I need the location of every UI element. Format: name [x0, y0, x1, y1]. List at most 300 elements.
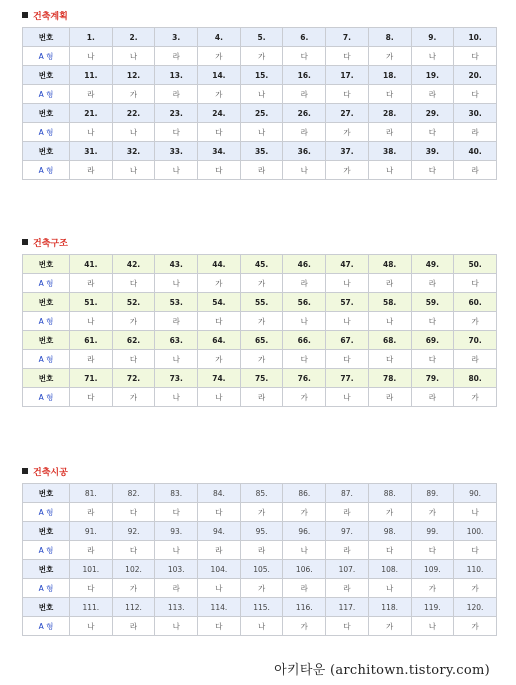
answer-cell: 라	[240, 161, 283, 180]
question-number-cell: 86.	[283, 484, 326, 503]
question-number-cell: 2.	[112, 28, 155, 47]
answer-cell: 라	[454, 350, 497, 369]
answer-cell: 라	[411, 388, 454, 407]
answer-cell: 라	[283, 274, 326, 293]
question-number-cell: 66.	[283, 331, 326, 350]
question-number-cell: 37.	[326, 142, 369, 161]
question-number-cell: 107.	[326, 560, 369, 579]
answer-row	[23, 617, 497, 636]
answer-cell: 라	[283, 85, 326, 104]
answer-cell: 가	[198, 350, 241, 369]
question-number-cell: 48.	[368, 255, 411, 274]
question-number-cell: 1.	[70, 28, 113, 47]
question-number-cell: 98.	[368, 522, 411, 541]
question-number-cell: 95.	[240, 522, 283, 541]
answer-cell: 다	[326, 350, 369, 369]
question-number-cell: 74.	[198, 369, 241, 388]
question-number-cell: 88.	[368, 484, 411, 503]
answer-cell: 다	[112, 503, 155, 522]
question-number-cell: 45.	[240, 255, 283, 274]
answer-table	[22, 254, 497, 407]
answer-cell: 라	[198, 541, 241, 560]
question-number-cell: 77.	[326, 369, 369, 388]
row-label-answer-type: A 형	[23, 503, 70, 522]
answer-cell: 나	[283, 541, 326, 560]
section-building-construction	[22, 464, 498, 636]
answer-row	[23, 503, 497, 522]
question-number-cell: 110.	[454, 560, 497, 579]
question-number-cell: 72.	[112, 369, 155, 388]
row-label-answer-type: A 형	[23, 541, 70, 560]
answer-cell: 라	[326, 541, 369, 560]
answer-cell: 다	[155, 503, 198, 522]
answer-cell: 가	[240, 274, 283, 293]
answer-cell: 나	[112, 161, 155, 180]
answer-cell: 나	[112, 47, 155, 66]
answer-cell: 가	[198, 274, 241, 293]
question-number-cell: 81.	[70, 484, 113, 503]
question-number-cell: 67.	[326, 331, 369, 350]
answer-cell: 나	[70, 123, 113, 142]
question-number-cell: 62.	[112, 331, 155, 350]
question-number-cell: 7.	[326, 28, 369, 47]
footer-credit: 아키타운 (architown.tistory.com)	[274, 663, 490, 678]
question-number-cell: 3.	[155, 28, 198, 47]
answer-cell: 다	[454, 85, 497, 104]
question-number-cell: 53.	[155, 293, 198, 312]
question-number-cell: 87.	[326, 484, 369, 503]
section-title: 건축구조	[22, 235, 498, 249]
answer-cell: 다	[411, 312, 454, 331]
question-number-cell: 35.	[240, 142, 283, 161]
row-label-number: 번호	[23, 560, 70, 579]
number-row	[23, 293, 497, 312]
question-number-cell: 8.	[368, 28, 411, 47]
answer-table	[22, 483, 497, 636]
answer-cell: 다	[112, 541, 155, 560]
question-number-cell: 11.	[70, 66, 113, 85]
row-label-answer-type: A 형	[23, 617, 70, 636]
answer-cell: 가	[326, 123, 369, 142]
question-number-cell: 38.	[368, 142, 411, 161]
answer-row	[23, 161, 497, 180]
question-number-cell: 91.	[70, 522, 113, 541]
question-number-cell: 46.	[283, 255, 326, 274]
question-number-cell: 116.	[283, 598, 326, 617]
question-number-cell: 29.	[411, 104, 454, 123]
answer-cell: 가	[454, 388, 497, 407]
answer-cell: 라	[411, 85, 454, 104]
answer-cell: 나	[155, 161, 198, 180]
answer-cell: 나	[155, 388, 198, 407]
answer-cell: 라	[155, 312, 198, 331]
question-number-cell: 82.	[112, 484, 155, 503]
square-bullet-icon	[22, 12, 28, 18]
question-number-cell: 15.	[240, 66, 283, 85]
question-number-cell: 73.	[155, 369, 198, 388]
question-number-cell: 14.	[198, 66, 241, 85]
row-label-number: 번호	[23, 255, 70, 274]
question-number-cell: 32.	[112, 142, 155, 161]
answer-cell: 나	[70, 617, 113, 636]
question-number-cell: 34.	[198, 142, 241, 161]
answer-cell: 라	[240, 388, 283, 407]
answer-cell: 가	[112, 85, 155, 104]
answer-cell: 나	[411, 617, 454, 636]
answer-cell: 다	[283, 47, 326, 66]
question-number-cell: 33.	[155, 142, 198, 161]
answer-cell: 나	[155, 541, 198, 560]
question-number-cell: 20.	[454, 66, 497, 85]
question-number-cell: 80.	[454, 369, 497, 388]
question-number-cell: 47.	[326, 255, 369, 274]
question-number-cell: 12.	[112, 66, 155, 85]
answer-cell: 나	[240, 123, 283, 142]
question-number-cell: 56.	[283, 293, 326, 312]
number-row	[23, 560, 497, 579]
question-number-cell: 51.	[70, 293, 113, 312]
answer-cell: 가	[112, 388, 155, 407]
answer-cell: 나	[326, 312, 369, 331]
answer-cell: 다	[70, 579, 113, 598]
question-number-cell: 44.	[198, 255, 241, 274]
answer-cell: 라	[70, 85, 113, 104]
answer-cell: 나	[368, 312, 411, 331]
answer-cell: 나	[368, 579, 411, 598]
question-number-cell: 31.	[70, 142, 113, 161]
question-number-cell: 23.	[155, 104, 198, 123]
square-bullet-icon	[22, 468, 28, 474]
question-number-cell: 109.	[411, 560, 454, 579]
question-number-cell: 105.	[240, 560, 283, 579]
answer-cell: 다	[155, 123, 198, 142]
answer-cell: 나	[240, 617, 283, 636]
answer-cell: 나	[198, 388, 241, 407]
question-number-cell: 97.	[326, 522, 369, 541]
answer-cell: 나	[411, 47, 454, 66]
answer-cell: 가	[198, 47, 241, 66]
answer-cell: 가	[326, 161, 369, 180]
question-number-cell: 9.	[411, 28, 454, 47]
question-number-cell: 4.	[198, 28, 241, 47]
answer-cell: 가	[283, 388, 326, 407]
answer-row	[23, 47, 497, 66]
question-number-cell: 76.	[283, 369, 326, 388]
question-number-cell: 78.	[368, 369, 411, 388]
question-number-cell: 42.	[112, 255, 155, 274]
answer-cell: 나	[155, 350, 198, 369]
answer-cell: 다	[112, 274, 155, 293]
question-number-cell: 30.	[454, 104, 497, 123]
question-number-cell: 22.	[112, 104, 155, 123]
question-number-cell: 100.	[454, 522, 497, 541]
row-label-answer-type: A 형	[23, 579, 70, 598]
section-architectural-planning	[22, 8, 498, 180]
question-number-cell: 96.	[283, 522, 326, 541]
answer-cell: 라	[155, 47, 198, 66]
question-number-cell: 84.	[198, 484, 241, 503]
number-row	[23, 28, 497, 47]
question-number-cell: 17.	[326, 66, 369, 85]
answer-cell: 가	[411, 503, 454, 522]
row-label-number: 번호	[23, 331, 70, 350]
answer-cell: 가	[240, 312, 283, 331]
question-number-cell: 5.	[240, 28, 283, 47]
question-number-cell: 50.	[454, 255, 497, 274]
number-row	[23, 331, 497, 350]
question-number-cell: 36.	[283, 142, 326, 161]
question-number-cell: 25.	[240, 104, 283, 123]
square-bullet-icon	[22, 239, 28, 245]
answer-row	[23, 312, 497, 331]
question-number-cell: 6.	[283, 28, 326, 47]
answer-cell: 라	[454, 123, 497, 142]
answer-cell: 나	[155, 617, 198, 636]
answer-cell: 라	[368, 388, 411, 407]
answer-cell: 가	[112, 579, 155, 598]
answer-cell: 가	[240, 579, 283, 598]
question-number-cell: 26.	[283, 104, 326, 123]
question-number-cell: 71.	[70, 369, 113, 388]
question-number-cell: 49.	[411, 255, 454, 274]
question-number-cell: 54.	[198, 293, 241, 312]
answer-row	[23, 350, 497, 369]
question-number-cell: 52.	[112, 293, 155, 312]
answer-cell: 나	[70, 312, 113, 331]
number-row	[23, 142, 497, 161]
question-number-cell: 94.	[198, 522, 241, 541]
question-number-cell: 104.	[198, 560, 241, 579]
question-number-cell: 120.	[454, 598, 497, 617]
question-number-cell: 28.	[368, 104, 411, 123]
answer-cell: 나	[198, 579, 241, 598]
number-row	[23, 598, 497, 617]
row-label-answer-type: A 형	[23, 123, 70, 142]
question-number-cell: 70.	[454, 331, 497, 350]
question-number-cell: 103.	[155, 560, 198, 579]
answer-cell: 다	[454, 274, 497, 293]
answer-cell: 다	[198, 503, 241, 522]
question-number-cell: 21.	[70, 104, 113, 123]
question-number-cell: 19.	[411, 66, 454, 85]
answer-cell: 다	[198, 161, 241, 180]
answer-cell: 라	[155, 85, 198, 104]
answer-cell: 다	[198, 312, 241, 331]
answer-row	[23, 579, 497, 598]
answer-cell: 다	[326, 617, 369, 636]
answer-cell: 라	[70, 541, 113, 560]
question-number-cell: 113.	[155, 598, 198, 617]
question-number-cell: 114.	[198, 598, 241, 617]
question-number-cell: 117.	[326, 598, 369, 617]
answer-cell: 나	[283, 312, 326, 331]
row-label-number: 번호	[23, 369, 70, 388]
answer-cell: 다	[283, 350, 326, 369]
row-label-number: 번호	[23, 28, 70, 47]
answer-cell: 가	[240, 350, 283, 369]
answer-cell: 나	[283, 161, 326, 180]
question-number-cell: 55.	[240, 293, 283, 312]
section-building-structure	[22, 235, 498, 407]
answer-cell: 라	[70, 274, 113, 293]
answer-cell: 가	[283, 503, 326, 522]
question-number-cell: 18.	[368, 66, 411, 85]
answer-cell: 라	[454, 161, 497, 180]
number-row	[23, 104, 497, 123]
answer-cell: 다	[454, 541, 497, 560]
question-number-cell: 111.	[70, 598, 113, 617]
answer-cell: 가	[368, 617, 411, 636]
number-row	[23, 369, 497, 388]
question-number-cell: 65.	[240, 331, 283, 350]
row-label-answer-type: A 형	[23, 85, 70, 104]
question-number-cell: 93.	[155, 522, 198, 541]
answer-cell: 라	[283, 579, 326, 598]
question-number-cell: 75.	[240, 369, 283, 388]
answer-cell: 나	[155, 274, 198, 293]
question-number-cell: 83.	[155, 484, 198, 503]
row-label-number: 번호	[23, 598, 70, 617]
answer-cell: 라	[112, 617, 155, 636]
number-row	[23, 255, 497, 274]
answer-cell: 다	[368, 350, 411, 369]
answer-cell: 다	[198, 123, 241, 142]
row-label-number: 번호	[23, 66, 70, 85]
question-number-cell: 101.	[70, 560, 113, 579]
row-label-answer-type: A 형	[23, 312, 70, 331]
answer-cell: 가	[283, 617, 326, 636]
question-number-cell: 90.	[454, 484, 497, 503]
answer-cell: 다	[411, 161, 454, 180]
answer-cell: 다	[411, 350, 454, 369]
row-label-number: 번호	[23, 142, 70, 161]
answer-cell: 라	[70, 503, 113, 522]
question-number-cell: 79.	[411, 369, 454, 388]
answer-cell: 다	[198, 617, 241, 636]
question-number-cell: 27.	[326, 104, 369, 123]
answer-cell: 나	[368, 161, 411, 180]
answer-cell: 나	[240, 85, 283, 104]
answer-cell: 나	[70, 47, 113, 66]
question-number-cell: 89.	[411, 484, 454, 503]
question-number-cell: 43.	[155, 255, 198, 274]
answer-cell: 나	[454, 503, 497, 522]
question-number-cell: 106.	[283, 560, 326, 579]
answer-cell: 라	[283, 123, 326, 142]
question-number-cell: 119.	[411, 598, 454, 617]
answer-cell: 나	[326, 274, 369, 293]
answer-row	[23, 85, 497, 104]
question-number-cell: 118.	[368, 598, 411, 617]
answer-cell: 가	[368, 47, 411, 66]
question-number-cell: 13.	[155, 66, 198, 85]
answer-cell: 다	[326, 85, 369, 104]
answer-cell: 다	[326, 47, 369, 66]
question-number-cell: 40.	[454, 142, 497, 161]
answer-cell: 다	[368, 85, 411, 104]
answer-cell: 가	[411, 579, 454, 598]
question-number-cell: 24.	[198, 104, 241, 123]
question-number-cell: 61.	[70, 331, 113, 350]
question-number-cell: 59.	[411, 293, 454, 312]
answer-cell: 가	[368, 503, 411, 522]
answer-cell: 가	[454, 312, 497, 331]
answer-table	[22, 27, 497, 180]
answer-cell: 라	[411, 274, 454, 293]
answer-cell: 다	[454, 47, 497, 66]
answer-cell: 가	[240, 503, 283, 522]
question-number-cell: 68.	[368, 331, 411, 350]
answer-cell: 라	[240, 541, 283, 560]
answer-cell: 라	[326, 503, 369, 522]
number-row	[23, 522, 497, 541]
answer-cell: 가	[454, 579, 497, 598]
question-number-cell: 112.	[112, 598, 155, 617]
question-number-cell: 39.	[411, 142, 454, 161]
row-label-number: 번호	[23, 104, 70, 123]
question-number-cell: 41.	[70, 255, 113, 274]
question-number-cell: 99.	[411, 522, 454, 541]
answer-cell: 가	[112, 312, 155, 331]
answer-row	[23, 388, 497, 407]
answer-cell: 나	[326, 388, 369, 407]
question-number-cell: 85.	[240, 484, 283, 503]
answer-row	[23, 274, 497, 293]
question-number-cell: 102.	[112, 560, 155, 579]
answer-cell: 나	[112, 123, 155, 142]
number-row	[23, 484, 497, 503]
answer-cell: 가	[454, 617, 497, 636]
answer-cell: 가	[240, 47, 283, 66]
answer-cell: 다	[411, 541, 454, 560]
question-number-cell: 60.	[454, 293, 497, 312]
answer-cell: 다	[368, 541, 411, 560]
answer-cell: 다	[70, 388, 113, 407]
answer-cell: 다	[112, 350, 155, 369]
row-label-answer-type: A 형	[23, 161, 70, 180]
question-number-cell: 69.	[411, 331, 454, 350]
section-title: 건축계획	[22, 8, 498, 22]
question-number-cell: 16.	[283, 66, 326, 85]
row-label-number: 번호	[23, 522, 70, 541]
answer-row	[23, 541, 497, 560]
answer-row	[23, 123, 497, 142]
row-label-number: 번호	[23, 293, 70, 312]
question-number-cell: 10.	[454, 28, 497, 47]
question-number-cell: 115.	[240, 598, 283, 617]
row-label-number: 번호	[23, 484, 70, 503]
question-number-cell: 58.	[368, 293, 411, 312]
row-label-answer-type: A 형	[23, 47, 70, 66]
answer-cell: 라	[326, 579, 369, 598]
answer-cell: 가	[198, 85, 241, 104]
row-label-answer-type: A 형	[23, 350, 70, 369]
question-number-cell: 63.	[155, 331, 198, 350]
row-label-answer-type: A 형	[23, 388, 70, 407]
answer-cell: 라	[155, 579, 198, 598]
answer-cell: 다	[411, 123, 454, 142]
row-label-answer-type: A 형	[23, 274, 70, 293]
answer-cell: 라	[368, 274, 411, 293]
question-number-cell: 108.	[368, 560, 411, 579]
question-number-cell: 92.	[112, 522, 155, 541]
answer-cell: 라	[368, 123, 411, 142]
question-number-cell: 57.	[326, 293, 369, 312]
question-number-cell: 64.	[198, 331, 241, 350]
section-title: 건축시공	[22, 464, 498, 478]
number-row	[23, 66, 497, 85]
answer-cell: 라	[70, 161, 113, 180]
